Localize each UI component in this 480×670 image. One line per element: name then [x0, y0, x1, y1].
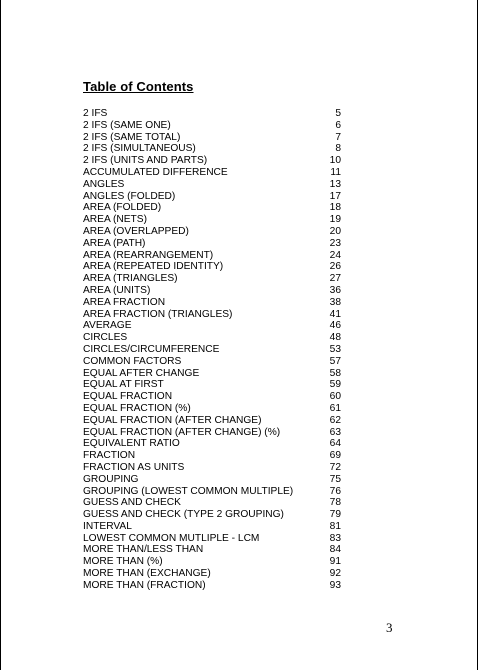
toc-entry [83, 238, 345, 250]
toc-entry [83, 191, 345, 203]
toc-entry-page: 6 [335, 119, 341, 131]
toc-entry [83, 167, 345, 179]
toc-entry-label: 2 IFS (UNITS AND PARTS) [83, 155, 208, 167]
toc-entry-page: 57 [329, 355, 341, 367]
toc-entry [83, 309, 345, 321]
toc-entry-page: 75 [329, 473, 341, 485]
toc-entry-label: AREA (REARRANGEMENT) [83, 249, 214, 261]
toc-entry-label: 2 IFS (SAME TOTAL) [83, 131, 181, 143]
page-left-edge [0, 0, 1, 670]
toc-entry [83, 403, 345, 415]
toc-entry [83, 368, 345, 380]
toc-entry-page: 91 [329, 556, 341, 568]
toc-entry-page: 17 [329, 190, 341, 202]
toc-entry [83, 344, 345, 356]
toc-entry [83, 261, 345, 273]
toc-entry-label: EQUAL FRACTION (AFTER CHANGE) (%) [83, 426, 281, 438]
toc-entry [83, 155, 345, 167]
toc-entry [83, 297, 345, 309]
toc-entry [83, 356, 345, 368]
toc-entry [83, 250, 345, 262]
toc-entry-label: FRACTION AS UNITS [83, 461, 185, 473]
toc-entry-label: AREA (TRIANGLES) [83, 273, 178, 285]
toc-entry-page: 76 [329, 485, 341, 497]
toc-entry-page: 48 [329, 332, 341, 344]
toc-entry [83, 533, 345, 545]
toc-entry [83, 214, 345, 226]
toc-entry [83, 320, 345, 332]
toc-entry-page: 7 [335, 131, 341, 143]
toc-entry-label: ACCUMULATED DIFFERENCE [83, 166, 228, 178]
toc-entry-label: AREA (PATH) [83, 237, 146, 249]
toc-entry-page: 13 [329, 178, 341, 190]
toc-entry [83, 143, 345, 155]
toc-entry-page: 92 [329, 568, 341, 580]
toc-entry-label: FRACTION [83, 450, 136, 462]
toc-entry [83, 120, 345, 132]
toc-entry-page: 26 [329, 261, 341, 273]
toc-entry-page: 79 [329, 509, 341, 521]
toc-entry [83, 486, 345, 498]
toc-entry [83, 568, 345, 580]
toc-entry-label: AREA (REPEATED IDENTITY) [83, 261, 224, 273]
toc-entry [83, 580, 345, 592]
toc-entry-page: 11 [330, 166, 341, 178]
toc-entry-page: 53 [329, 343, 341, 355]
toc-entry-label: EQUAL AT FIRST [83, 379, 164, 391]
toc-entry [83, 497, 345, 509]
toc-entry [83, 438, 345, 450]
toc-entry [83, 285, 345, 297]
toc-entry-label: INTERVAL [83, 520, 132, 532]
toc-entry-page: 24 [329, 249, 341, 261]
toc-entry-label: GUESS AND CHECK (TYPE 2 GROUPING) [83, 509, 284, 521]
toc-entry-label: ANGLES [83, 178, 125, 190]
toc-entry-label: AVERAGE [83, 320, 132, 332]
toc-entry-page: 60 [329, 391, 341, 403]
toc-entry-page: 61 [329, 402, 341, 414]
toc-entry [83, 179, 345, 191]
toc-entry [83, 556, 345, 568]
toc-entry-label: EQUAL AFTER CHANGE [83, 367, 200, 379]
toc-entry-page: 27 [329, 273, 341, 285]
toc-entry [83, 427, 345, 439]
toc-entry [83, 391, 345, 403]
toc-entry [83, 521, 345, 533]
toc-entry-label: 2 IFS [83, 108, 108, 119]
toc-entry-label: MORE THAN (EXCHANGE) [83, 568, 211, 580]
toc-entry-page: 78 [329, 497, 341, 509]
toc-entry [83, 450, 345, 462]
toc-entry-label: EQUAL FRACTION (%) [83, 402, 191, 414]
toc-entry-page: 23 [329, 237, 341, 249]
toc-entry [83, 226, 345, 238]
toc-entry-page: 38 [329, 296, 341, 308]
toc-entry-label: LOWEST COMMON MUTLIPLE - LCM [83, 532, 260, 544]
toc-entry [83, 132, 345, 144]
toc-entry [83, 544, 345, 556]
toc-entry-label: AREA (NETS) [83, 214, 147, 226]
toc-entry-page: 18 [329, 202, 341, 214]
toc-entry-page: 72 [329, 461, 341, 473]
toc-entry-label: CIRCLES/CIRCUMFERENCE [83, 343, 220, 355]
toc-entry [83, 474, 345, 486]
toc-entry-label: EQUAL FRACTION (AFTER CHANGE) [83, 414, 262, 426]
toc-entry-label: AREA (UNITS) [83, 284, 151, 296]
toc-entry-label: AREA (FOLDED) [83, 202, 162, 214]
toc-entry-page: 64 [329, 438, 341, 450]
toc-entry-page: 20 [329, 225, 341, 237]
toc-entry-page: 10 [329, 155, 341, 167]
toc-entry-label: EQUAL FRACTION [83, 391, 173, 403]
toc-title: Table of Contents [83, 79, 194, 94]
page-right-edge [477, 0, 478, 670]
toc-entry-label: AREA (OVERLAPPED) [83, 225, 189, 237]
toc-entry-label: MORE THAN (%) [83, 556, 163, 568]
toc-entry-page: 81 [329, 520, 341, 532]
toc-entry-label: EQUIVALENT RATIO [83, 438, 180, 450]
toc-entry-page: 19 [329, 214, 341, 226]
toc-entry-page: 83 [329, 532, 341, 544]
toc-entry [83, 108, 345, 120]
toc-entry-page: 59 [329, 379, 341, 391]
toc-entry-label: 2 IFS (SAME ONE) [83, 119, 171, 131]
toc-entry-label: MORE THAN (FRACTION) [83, 579, 206, 591]
toc-entry-label: AREA FRACTION (TRIANGLES) [83, 308, 233, 320]
toc-entry-page: 36 [329, 284, 341, 296]
toc-entry-page: 63 [329, 426, 341, 438]
toc-entry-page: 46 [329, 320, 341, 332]
toc-entry-label: GROUPING [83, 473, 139, 485]
toc-entry [83, 273, 345, 285]
toc-entry-label: AREA FRACTION [83, 296, 166, 308]
toc-entry-page: 93 [329, 579, 341, 591]
toc-entry [83, 415, 345, 427]
toc-entry-page: 62 [329, 414, 341, 426]
page-number: 3 [386, 620, 393, 635]
toc-entry-label: CIRCLES [83, 332, 128, 344]
toc-entry-page: 8 [335, 143, 341, 155]
toc-entry-label: ANGLES (FOLDED) [83, 190, 176, 202]
toc-entry-page: 5 [335, 108, 341, 119]
toc-entry [83, 332, 345, 344]
toc-entry-label: COMMON FACTORS [83, 355, 182, 367]
toc-entry [83, 462, 345, 474]
toc-entry-page: 84 [329, 544, 341, 556]
toc-entry [83, 509, 345, 521]
toc-entry-label: 2 IFS (SIMULTANEOUS) [83, 143, 196, 155]
toc-list [83, 108, 345, 592]
toc-entry-page: 41 [329, 308, 341, 320]
toc-entry [83, 202, 345, 214]
toc-entry-page: 69 [329, 450, 341, 462]
toc-entry-label: GROUPING (LOWEST COMMON MULTIPLE) [83, 485, 294, 497]
toc-entry-label: GUESS AND CHECK [83, 497, 181, 509]
toc-entry-label: MORE THAN/LESS THAN [83, 544, 204, 556]
toc-entry [83, 379, 345, 391]
toc-entry-page: 58 [329, 367, 341, 379]
